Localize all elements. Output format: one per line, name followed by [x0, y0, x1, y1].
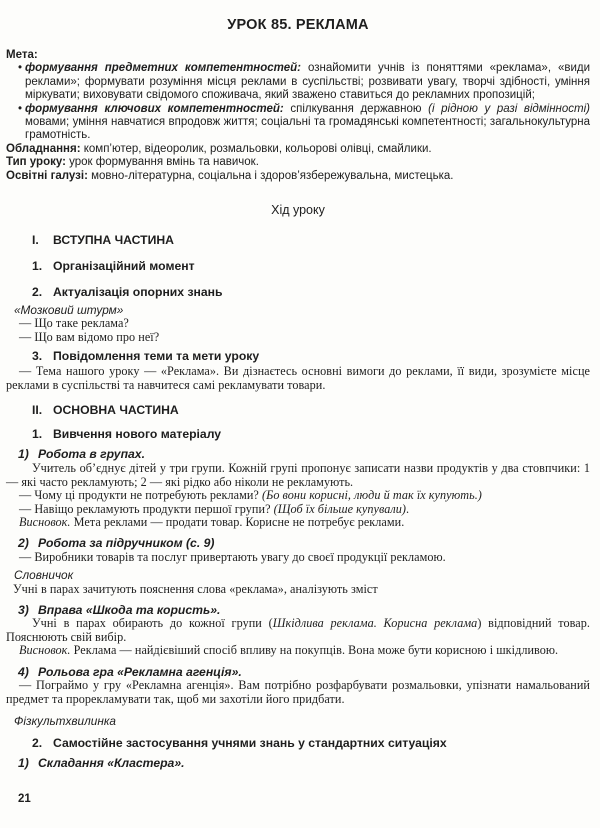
activity-title: Робота за підручником (с. 9)	[38, 535, 215, 550]
meta-bullet-2	[6, 103, 590, 143]
activity-number: 4)	[18, 664, 29, 679]
step-heading-1-1	[6, 259, 590, 273]
flow-heading: Хід уроку	[271, 203, 325, 218]
paragraph-post: ) відповідний товар. Пояснюють свій вибір.	[6, 616, 590, 644]
dialog-question-1: — Що таке реклама?	[19, 316, 129, 331]
activity-heading-4	[6, 666, 590, 680]
section-heading-1	[6, 233, 590, 247]
activity-3-paragraph	[6, 617, 590, 644]
activity-4-paragraph: — Пограймо у гру «Рекламна агенція». Вам потрібно розфарбувати розмальовки, упізнати намальований предмет та прорекламувати так, щоб ми захотіли його придбати.	[6, 678, 590, 706]
edu-fields-line	[6, 170, 590, 183]
conclusion-text: Реклама — найдієвіший спосіб впливу на покупців. Вона може бути корисною і шкідливою.	[70, 643, 559, 658]
equipment-label: Обладнання:	[6, 142, 81, 155]
page-number: 21	[18, 793, 31, 805]
meta-bullet-1-text	[25, 62, 590, 102]
conclusion-text: Мета реклами — продати товар. Корисне не потребує реклами.	[70, 515, 405, 530]
step-title: Організаційний момент	[53, 259, 195, 274]
section-number: II.	[32, 403, 43, 418]
activity-title: Вправа «Шкода та користь».	[38, 602, 221, 617]
activity-heading-2	[6, 537, 590, 551]
activity-title: Рольова гра «Рекламна агенція».	[38, 664, 242, 679]
step-number: 3.	[32, 349, 43, 364]
bullet-2-pre: спілкування державною	[290, 102, 429, 115]
theme-paragraph: — Тема нашого уроку — «Реклама». Ви дізнаєтесь основні вимоги до реклами, її види, зрозумієте місце реклами в суспільстві та навчитеся самі рекламувати товари.	[6, 364, 590, 392]
question-text: — Навіщо рекламують продукти першої групи?	[19, 501, 274, 516]
edu-fields-text: мовно-літературна, соціальна і здоров’язбережувальна, мистецька.	[87, 169, 454, 182]
activity-1-question-1	[6, 489, 590, 503]
section-number: I.	[32, 233, 39, 248]
activity-3-conclusion	[6, 644, 590, 658]
step-heading-1-3	[6, 349, 590, 363]
section-title: ОСНОВНА ЧАСТИНА	[53, 403, 179, 418]
equipment-line	[6, 143, 590, 156]
step-heading-1-2	[6, 285, 590, 299]
equipment-text: комп’ютер, відеоролик, розмальовки, кольорові олівці, смайлики.	[80, 142, 432, 155]
paragraph-pre: Учні в парах обирають до кожної групи (	[32, 616, 273, 631]
activity-heading-3	[6, 604, 590, 618]
activity-heading-5	[6, 757, 590, 771]
step-title: Вивчення нового матеріалу	[53, 427, 222, 442]
conclusion-lead: Висновок.	[19, 643, 71, 658]
meta-section	[6, 49, 590, 183]
edu-fields-label: Освітні галузі:	[6, 169, 88, 182]
bullet-1-body: ознайомити учнів із поняттями «реклама», «види реклами»; формувати розуміння місця реклами в суспільстві; розвивати увагу, творчі здібності, уміння міркувати; виховувати свідомого споживача, який зважено ставиться до рекламних пропозицій;	[25, 62, 591, 102]
step-title: Актуалізація опорних знань	[53, 285, 223, 300]
bullet-icon: •	[18, 62, 23, 75]
section-heading-2	[6, 403, 590, 417]
vocabulary-text: Учні в парах зачитують пояснення слова «реклама», аналізують зміст	[13, 582, 378, 596]
activity-1-paragraph: Учитель об’єднує дітей у три групи. Кожній групі пропонує записати назви продуктів у два стовпчики: 1 — які часто рекламують; 2 — які рідко або ніколи не рекламують.	[6, 460, 590, 489]
activity-number: 1)	[18, 447, 29, 462]
activity-2-line: — Виробники товарів та послуг привертають увагу до своєї продукції рекламою.	[19, 550, 446, 565]
answer-italic: (Щоб їх більше купували)	[273, 501, 406, 516]
step-heading-2-1	[6, 427, 590, 441]
bullet-icon: •	[18, 102, 23, 115]
lesson-type-line	[6, 156, 590, 169]
activity-heading-1	[6, 448, 590, 462]
bullet-1-lead: формування предметних компетентностей:	[25, 62, 308, 75]
lesson-title: УРОК 85. РЕКЛАМА	[227, 17, 369, 33]
dialog-question-2: — Що вам відомо про неї?	[19, 329, 160, 344]
meta-label: Мета:	[6, 49, 38, 61]
vocabulary-label: Словничок	[14, 568, 74, 582]
step-title: Повідомлення теми та мети уроку	[53, 349, 260, 364]
activity-1-conclusion	[6, 516, 590, 530]
question-tail: .	[405, 501, 410, 516]
bullet-2-lead: формування ключових компетентностей:	[25, 102, 291, 115]
lesson-type-label: Тип уроку:	[6, 156, 66, 169]
activity-number: 1)	[18, 755, 29, 770]
brainstorm-label: «Мозковий штурм»	[14, 303, 124, 318]
activity-1-question-2	[6, 503, 590, 517]
bullet-2-post: мовами; уміння навчатися впродовж життя; соціальні та громадянські компетентності; загальнокультурна грамотність.	[25, 116, 590, 142]
activity-number: 2)	[18, 535, 29, 550]
step-number: 2.	[32, 735, 43, 750]
step-number: 1.	[32, 427, 43, 442]
activity-title: Складання «Кластера».	[38, 755, 185, 770]
phys-minute-label: Фізкультхвилинка	[14, 713, 116, 728]
meta-bullet-2-text	[25, 103, 590, 143]
activity-title: Робота в групах.	[38, 447, 145, 462]
question-text: — Чому ці продукти не потребують реклами?	[19, 488, 262, 503]
step-number: 2.	[32, 285, 43, 300]
answer-italic: (Бо вони корисні, люди й так їх купують.)	[261, 488, 482, 503]
lesson-type-text: урок формування вмінь та навичок.	[65, 156, 259, 169]
bullet-2-italic: (і рідною у разі відмінності)	[428, 102, 590, 115]
conclusion-lead: Висновок.	[19, 515, 71, 530]
step-title: Самостійне застосування учнями знань у стандартних ситуаціях	[53, 735, 447, 750]
activity-number: 3)	[18, 602, 29, 617]
step-number: 1.	[32, 259, 43, 274]
meta-bullet-1	[6, 62, 590, 102]
section-title: ВСТУПНА ЧАСТИНА	[53, 233, 174, 248]
paragraph-italic: Шкідлива реклама. Корисна реклама	[272, 616, 478, 631]
step-heading-2-2	[6, 736, 590, 750]
